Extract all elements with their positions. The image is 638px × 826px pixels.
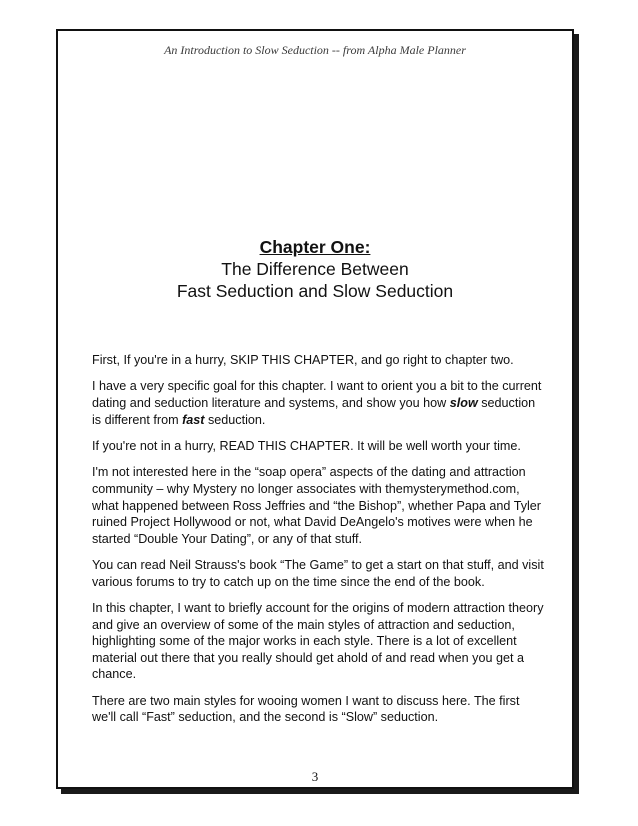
paragraph-2-text-a: I have a very specific goal for this chapter. I want to orient you a bit to the current dating and seduction literature and systems, and show you how <box>92 379 542 410</box>
paragraph-2-text-c: seduction. <box>204 412 266 427</box>
emphasis-fast: fast <box>182 412 205 427</box>
running-header: An Introduction to Slow Seduction -- from Alpha Male Planner <box>164 43 466 57</box>
page-number: 3 <box>311 769 319 784</box>
paragraph-7: There are two main styles for wooing women I want to discuss here. The first we'll call “Fast” seduction, and the second is “Slow” seduction. <box>92 693 520 725</box>
chapter-body <box>92 352 544 736</box>
chapter-heading <box>58 236 572 302</box>
chapter-title-line-2: Fast Seduction and Slow Seduction <box>176 281 454 301</box>
paragraph-4: I'm not interested here in the “soap opera” aspects of the dating and attraction community – why Mystery no longer associates with themysterymethod.com, what happened between Ross Jeffries and “the Bishop”, whether Papa and Tyler ruined Project Hollywood or not, what David DeAngelo's motives were when he started “Double Your Dating”, or any of that stuff. <box>92 465 541 546</box>
paragraph-6: In this chapter, I want to briefly account for the origins of modern attraction theory and give an overview of some of the main styles of attraction and seduction, highlighting some of the major works in each style. There is a lot of excellent material out there that you really should get ahold of and read when you get a chance. <box>92 601 544 682</box>
paragraph-5: You can read Neil Strauss's book “The Game” to get a start on that stuff, and visit various forums to try to catch up on the time since the end of the book. <box>92 558 544 589</box>
chapter-number: Chapter One: <box>259 237 371 257</box>
chapter-title-line-1: The Difference Between <box>221 259 409 279</box>
paragraph-2 <box>92 378 544 428</box>
emphasis-slow: slow <box>449 395 478 410</box>
paragraph-2-text-b: seduction is different from <box>92 395 536 427</box>
document-page <box>56 29 574 789</box>
paragraph-1: First, If you're in a hurry, SKIP THIS CHAPTER, and go right to chapter two. <box>92 353 514 367</box>
paragraph-3: If you're not in a hurry, READ THIS CHAPTER. It will be well worth your time. <box>92 438 521 453</box>
